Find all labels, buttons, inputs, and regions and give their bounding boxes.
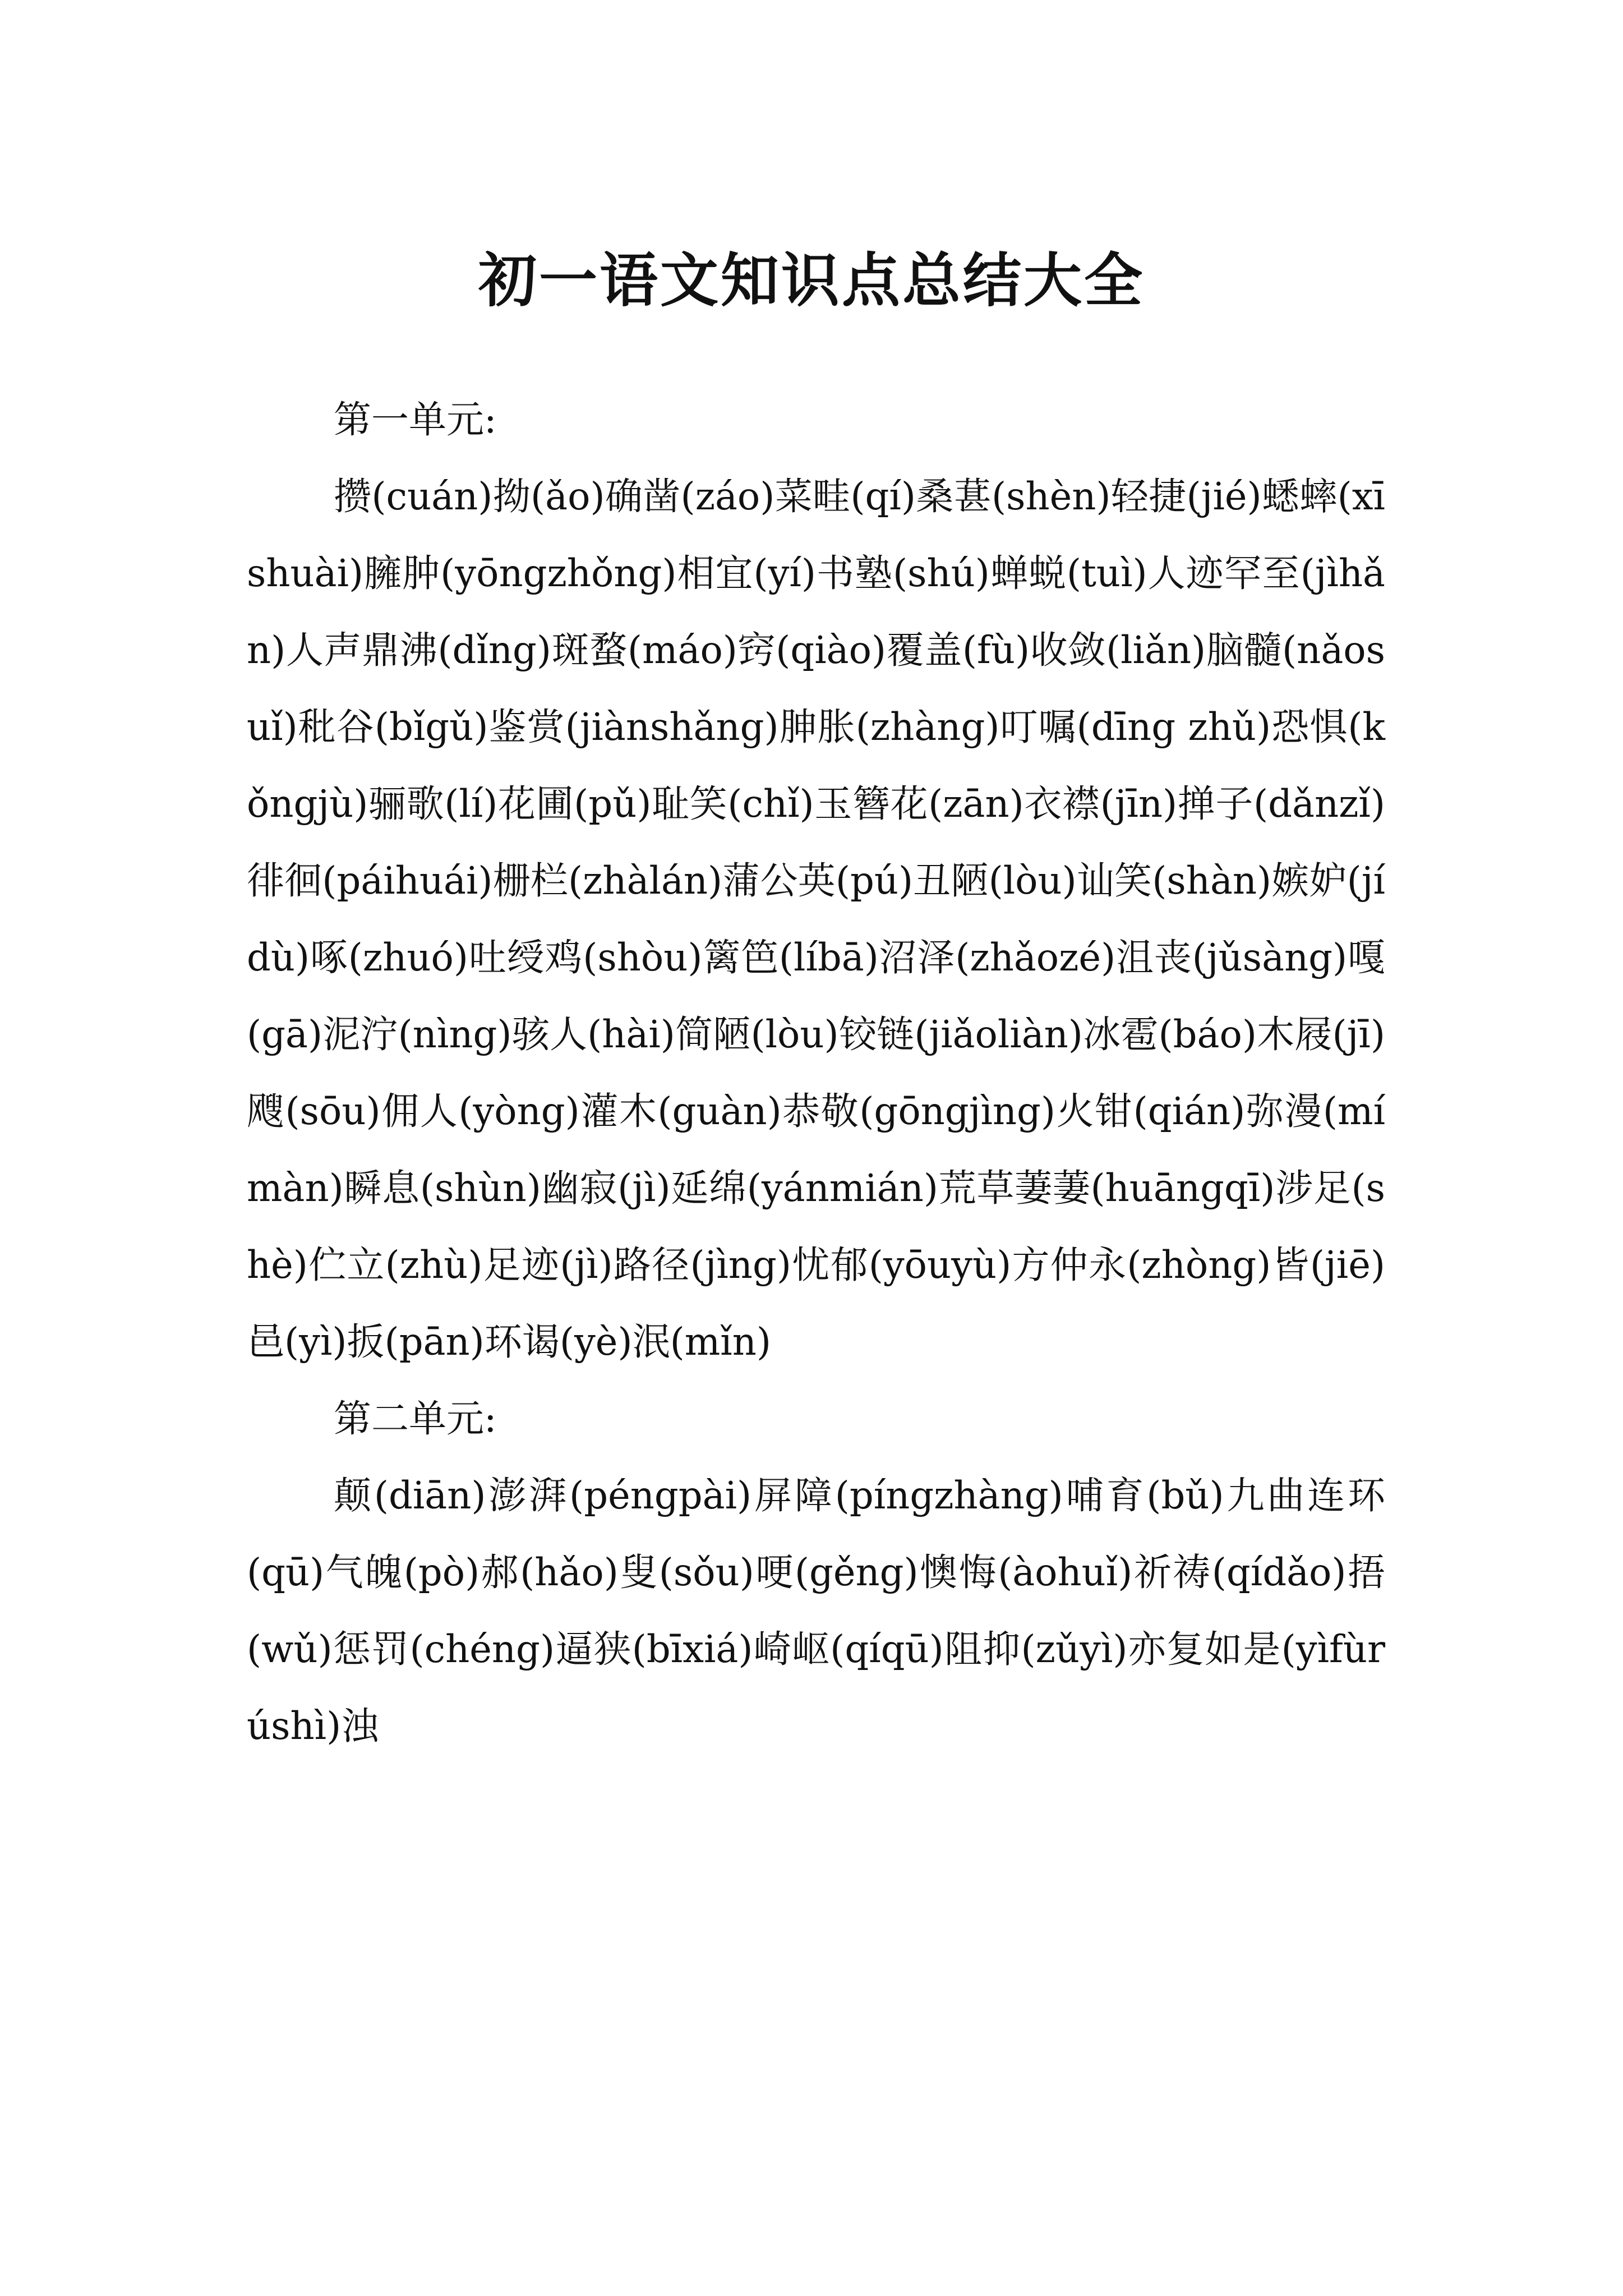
document-body: [247, 381, 1385, 1765]
vocabulary-paragraph-unit-1: 攒(cuán)拗(ǎo)确凿(záo)菜畦(qí)桑葚(shèn)轻捷(jié)蟋蟀(xīshuài)臃肿(yōngzhǒng)相宜(yí)书塾(shú)蝉蜕(tuì)人迹罕至(jìhǎn)人声鼎沸(dǐng)斑蝥(máo)窍(qiào)覆盖(fù)收敛(liǎn)脑髓(nǎosuǐ)秕谷(bǐgǔ)鉴赏(jiànshǎng)胂胀(zhàng)叮嘱(dīng zhǔ)恐惧(kǒngjù)骊歌(lí)花圃(pǔ)耻笑(chǐ)玉簪花(zān)衣襟(jīn)掸子(dǎnzǐ)徘徊(páihuái)栅栏(zhàlán)蒲公英(pú)丑陋(lòu)讪笑(shàn)嫉妒(jídù)啄(zhuó)吐绶鸡(shòu)篱笆(líbā)沼泽(zhǎozé)沮丧(jǔsàng)嘎(gā)泥泞(nìng)骇人(hài)简陋(lòu)铰链(jiǎoliàn)冰雹(báo)木屐(jī)飕(sōu)佣人(yòng)灌木(guàn)恭敬(gōngjìng)火钳(qián)弥漫(mímàn)瞬息(shùn)幽寂(jì)延绵(yánmián)荒草萋萋(huāngqī)涉足(shè)伫立(zhù)足迹(jì)路径(jìng)忧郁(yōuyù)方仲永(zhòng)皆(jiē)邑(yì)扳(pān)环谒(yè)泯(mǐn): [247, 475, 1385, 1364]
section-heading-unit-1: 第一单元:: [334, 398, 497, 441]
section-heading-unit-2: 第二单元:: [334, 1397, 497, 1441]
vocabulary-paragraph-unit-2: 颠(diān)澎湃(péngpài)屏障(píngzhàng)哺育(bǔ)九曲连环(qū)气魄(pò)郝(hǎo)叟(sǒu)哽(gěng)懊悔(àohuǐ)祈祷(qídǎo)捂(wǔ)惩罚(chéng)逼狭(bīxiá)崎岖(qíqū)阻抑(zǔyì)亦复如是(yìfùrúshì)浊: [247, 1474, 1385, 1748]
document-title: 初一语文知识点总结大全: [478, 245, 1145, 315]
